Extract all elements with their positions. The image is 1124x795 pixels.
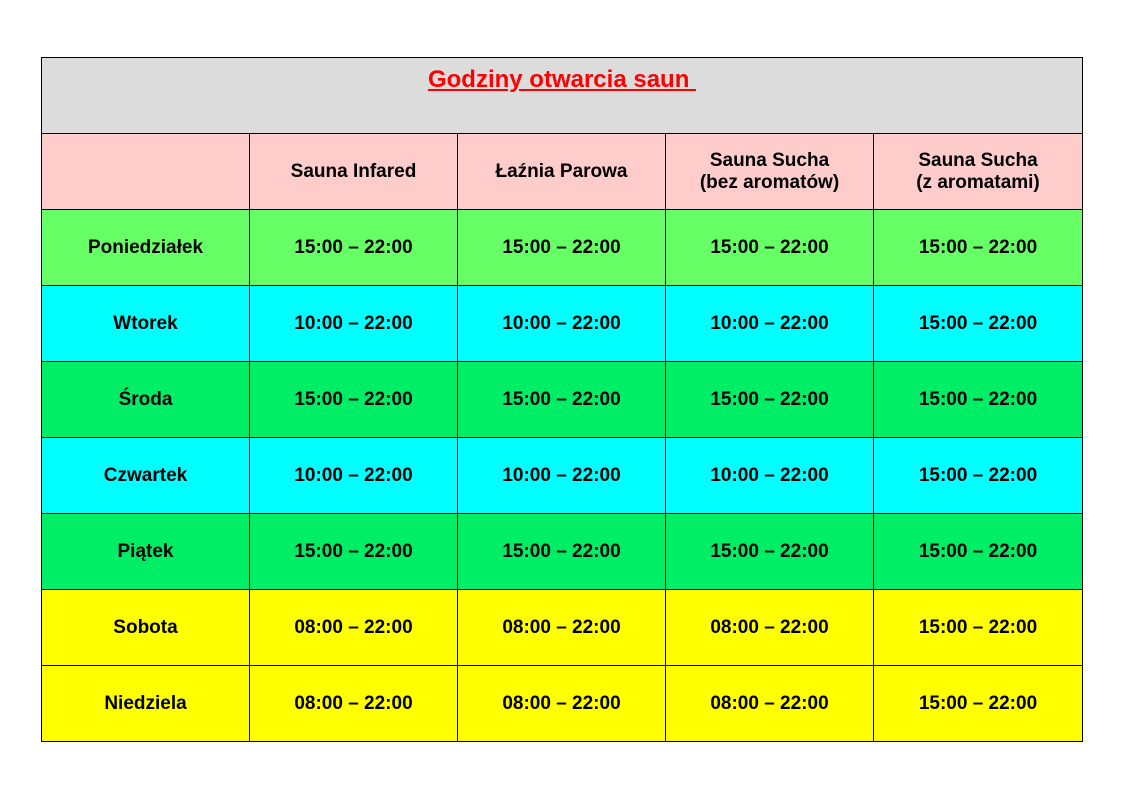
hours-cell: 15:00 – 22:00 (874, 514, 1083, 590)
column-header-line: (bez aromatów) (699, 171, 840, 193)
hours-cell: 15:00 – 22:00 (874, 438, 1083, 514)
hours-cell: 15:00 – 22:00 (458, 210, 666, 286)
hours-cell: 15:00 – 22:00 (250, 210, 458, 286)
corner-cell (42, 134, 250, 210)
day-cell: Sobota (42, 590, 250, 666)
hours-cell: 10:00 – 22:00 (666, 438, 874, 514)
hours-cell: 15:00 – 22:00 (250, 362, 458, 438)
hours-cell: 10:00 – 22:00 (666, 286, 874, 362)
column-header-line: Łaźnia Parowa (495, 160, 628, 182)
hours-cell: 15:00 – 22:00 (666, 210, 874, 286)
column-header (874, 134, 1083, 210)
hours-cell: 15:00 – 22:00 (874, 590, 1083, 666)
hours-cell: 08:00 – 22:00 (458, 590, 666, 666)
header-row (42, 134, 1083, 210)
column-header-line: (z aromatami) (916, 171, 1040, 193)
hours-cell: 15:00 – 22:00 (874, 210, 1083, 286)
table-row (42, 286, 1083, 362)
column-header-label (700, 150, 839, 194)
hours-cell: 15:00 – 22:00 (874, 666, 1083, 742)
column-header-line: Sauna Infared (290, 160, 417, 182)
hours-cell: 15:00 – 22:00 (666, 362, 874, 438)
hours-cell: 08:00 – 22:00 (458, 666, 666, 742)
column-header-label (916, 150, 1040, 194)
column-header (666, 134, 874, 210)
column-header-label (496, 161, 628, 183)
hours-cell: 15:00 – 22:00 (874, 362, 1083, 438)
schedule-sheet (41, 57, 1082, 739)
title-cell (42, 58, 1083, 134)
hours-cell: 15:00 – 22:00 (250, 514, 458, 590)
day-cell: Środa (42, 362, 250, 438)
hours-cell: 08:00 – 22:00 (666, 590, 874, 666)
table-row (42, 362, 1083, 438)
column-header-line: Sauna Sucha (918, 149, 1038, 171)
hours-cell: 10:00 – 22:00 (250, 286, 458, 362)
hours-cell: 10:00 – 22:00 (458, 286, 666, 362)
hours-cell: 15:00 – 22:00 (458, 514, 666, 590)
table-title: Godziny otwarcia saun (427, 66, 697, 93)
hours-cell: 15:00 – 22:00 (666, 514, 874, 590)
hours-cell: 10:00 – 22:00 (250, 438, 458, 514)
table-row (42, 438, 1083, 514)
day-cell: Niedziela (42, 666, 250, 742)
table-row (42, 590, 1083, 666)
hours-cell: 15:00 – 22:00 (458, 362, 666, 438)
hours-cell: 10:00 – 22:00 (458, 438, 666, 514)
hours-cell: 08:00 – 22:00 (250, 590, 458, 666)
day-cell: Piątek (42, 514, 250, 590)
sauna-hours-table (41, 57, 1083, 742)
table-row (42, 666, 1083, 742)
column-header-label (291, 161, 417, 183)
hours-cell: 08:00 – 22:00 (666, 666, 874, 742)
column-header-line: Sauna Sucha (709, 149, 830, 171)
day-cell: Wtorek (42, 286, 250, 362)
column-header (250, 134, 458, 210)
day-cell: Czwartek (42, 438, 250, 514)
column-header (458, 134, 666, 210)
table-row (42, 514, 1083, 590)
title-row (42, 58, 1083, 134)
day-cell: Poniedziałek (42, 210, 250, 286)
table-row (42, 210, 1083, 286)
hours-cell: 08:00 – 22:00 (250, 666, 458, 742)
hours-cell: 15:00 – 22:00 (874, 286, 1083, 362)
